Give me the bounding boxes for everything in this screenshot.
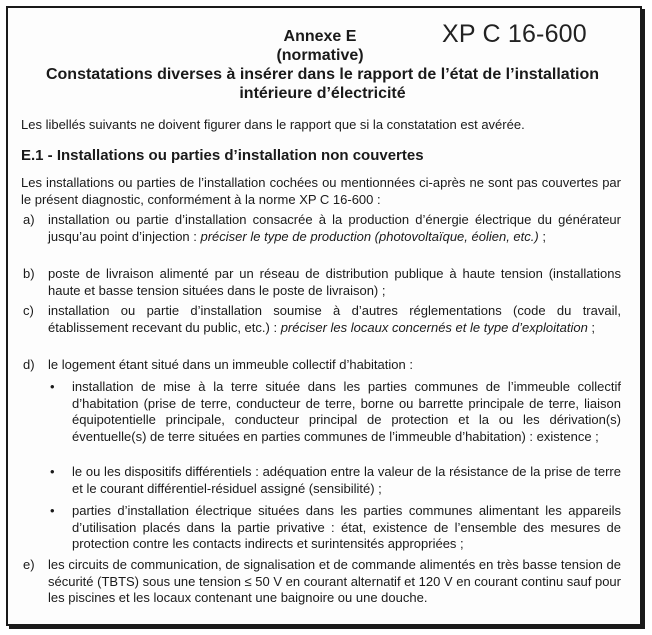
bullet-3: • <box>50 503 55 518</box>
item-text-c: installation ou partie d’installation soumise à d’autres réglementations (code du travail, établissement recevant du public, etc.) : <box>48 303 621 335</box>
item-marker-e: e) <box>23 557 35 572</box>
document-title: Constatations diverses à insérer dans le rapport de l’état de l’installation intérieure d’électricité <box>45 66 600 102</box>
item-tail-a: ; <box>538 228 546 244</box>
list-item-b <box>48 266 621 299</box>
sub-item-3: parties d’installation électrique situées dans les parties communes alimentant les appareils d’utilisation placés dans la partie privative : état, existence de l’ensemble des mesures de protection contre les contacts indirects et surintensités appropriées ; <box>72 503 621 551</box>
sub-item-1: installation de mise à la terre située dans les parties communes de l’immeuble collectif d’habitation (prise de terre, conducteur de terre, borne ou barrette principale de terre, liaison équipotentielle principale, conducteur principal de protection et la ou les dérivation(s) éventuelle(s) de terre situées en parties communes de l’immeuble d’habitation) : existence ; <box>72 379 621 444</box>
intro-paragraph: Les libellés suivants ne doivent figurer dans le rapport que si la constatation est avérée. <box>21 117 525 132</box>
item-italic-a: préciser le type de production (photovoltaïque, éolien, etc.) <box>200 228 539 244</box>
sub-item-2: le ou les dispositifs différentiels : adéquation entre la valeur de la résistance de la prise de terre et le courant différentiel-résiduel assigné (sensibilité) ; <box>72 464 621 496</box>
list-item-c <box>48 303 621 336</box>
annex-title: Annexe E <box>283 28 357 45</box>
section-paragraph: Les installations ou parties de l’installation cochées ou mentionnées ci-après ne sont pas couvertes par le présent diagnostic, conformément à la norme XP C 16-600 : <box>21 175 621 207</box>
document-code: XP C 16-600 <box>442 20 587 48</box>
item-tail-c: ; <box>587 319 596 335</box>
list-item-a <box>48 212 621 245</box>
bullet-2: • <box>50 464 55 479</box>
annex-type: (normative) <box>276 47 364 64</box>
item-text-b: poste de livraison alimenté par un réseau de distribution publique à haute tension (installations haute et basse tension situées dans le poste de livraison) ; <box>48 266 621 298</box>
list-item-d <box>48 357 621 374</box>
item-text-e: les circuits de communication, de signalisation et de commande alimentés en très basse tension de sécurité (TBTS) sous une tension ≤ 50 V en courant alternatif et 120 V en courant continu sauf pour les piscines et les locaux contenant une baignoire ou une douche. <box>48 557 621 605</box>
item-italic-c: préciser les locaux concernés et le type d’exploitation <box>280 319 588 335</box>
bullet-1: • <box>50 379 55 394</box>
item-text-d: le logement étant situé dans un immeuble collectif d’habitation : <box>48 357 413 372</box>
item-marker-b: b) <box>23 266 35 281</box>
item-marker-d: d) <box>23 357 35 372</box>
item-marker-a: a) <box>23 212 35 227</box>
list-item-e <box>48 557 621 607</box>
item-marker-c: c) <box>23 303 34 318</box>
item-text-a: installation ou partie d’installation consacrée à la production d’énergie électrique du générateur jusqu’au point d’injection : <box>48 212 621 244</box>
section-title: E.1 - Installations ou parties d’installation non couvertes <box>21 147 424 164</box>
